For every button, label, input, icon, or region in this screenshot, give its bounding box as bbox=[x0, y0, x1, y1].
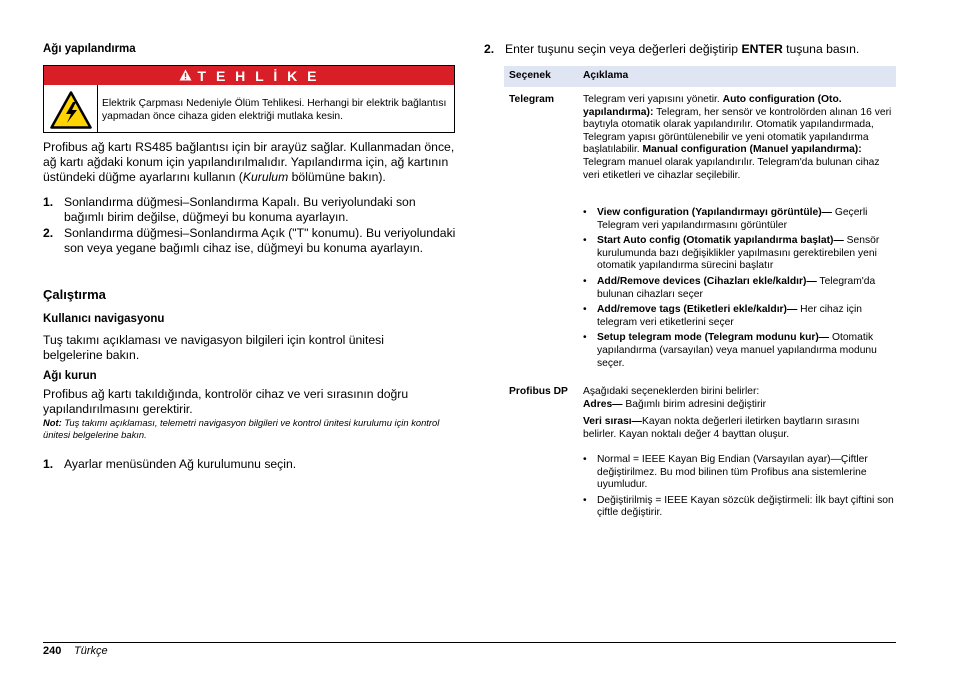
column-header-option: Seçenek bbox=[509, 70, 551, 81]
list-item: • Normal = IEEE Kayan Big Endian (Varsayılan ayar)—Çiftler değiştirilmez. Bu mod bilinen tüm Profibus ana sistemlerine uyumludur. bbox=[583, 454, 896, 492]
list-item: • Add/Remove devices (Cihazları ekle/kaldır)— Telegram'da bulunan cihazları seçer bbox=[583, 276, 896, 301]
profibus-options-list bbox=[583, 454, 896, 523]
footer-language: Türkçe bbox=[74, 645, 108, 657]
list-item: • View configuration (Yapılandırmayı görüntüle)— Geçerli Telegram veri yapılandırmasını görüntüler bbox=[583, 207, 896, 232]
telegram-options-list bbox=[583, 207, 896, 373]
profibus-data-order: Veri sırası—Kayan nokta değerleri iletirken baytların sırasını belirler. Kayan noktalı değer 4 bayttan oluşur. bbox=[583, 416, 860, 440]
profibus-intro: Aşağıdaki seçeneklerden birini belirler: bbox=[583, 386, 760, 397]
warning-triangle-icon bbox=[179, 68, 192, 84]
danger-label: T E H L İ K E bbox=[197, 67, 320, 84]
danger-text: Elektrik Çarpması Nedeniyle Ölüm Tehlikesi. Herhangi bir elektrik bağlantısı yapmadan önce cihaza giden elektriği mutlaka kesin. bbox=[102, 98, 447, 122]
electric-shock-icon bbox=[50, 91, 92, 134]
danger-header bbox=[44, 66, 454, 85]
profibus-address: Adres— Bağımlı birim adresini değiştirir bbox=[583, 399, 767, 410]
list-item: • Setup telegram mode (Telegram modunu kur)— Otomatik yapılandırma (varsayılan) veya manuel yapılandırma modunu seçer. bbox=[583, 332, 896, 370]
nav-paragraph: Tuş takımı açıklaması ve navigasyon bilgileri için kontrol ünitesi belgelerine bakın. bbox=[43, 333, 384, 363]
column-header-description: Açıklama bbox=[583, 70, 629, 81]
danger-box bbox=[43, 65, 455, 133]
telegram-description: Telegram veri yapısını yönetir. Auto configuration (Oto. yapılandırma): Telegram, her sensör ve kontrolörden alınan 16 veri baytıyla otomatik olarak yapılandırılır. Otomatik yapılandırmada, Telegram yapısı görüntülenebilir ve yeni otomatik yapılandırma başlatılabilir. Manual configuration (Manuel yapılandırma): Telegram manuel olarak yapılandırılır. Telegram'da bulunan cihaz veri etiketleri ve cihazlar seçilebilir. bbox=[583, 94, 892, 181]
table-header bbox=[504, 66, 896, 87]
list-item: • Değiştirilmiş = IEEE Kayan sözcük değiştirmeli: İlk bayt çiftini son çiftle değiştirir. bbox=[583, 495, 896, 520]
footer-divider bbox=[43, 642, 896, 643]
row-label-telegram: Telegram bbox=[509, 94, 555, 105]
list-item: 1. Ayarlar menüsünden Ağ kurulumunu seçin. bbox=[43, 457, 297, 471]
list-item: 2. Enter tuşunu seçin veya değerleri değiştirip ENTER tuşuna basın. bbox=[484, 42, 860, 56]
setup-paragraph: Profibus ağ kartı takıldığında, kontrolör cihaz ve veri sırasının doğru yapılandırılmasını gerektirir. bbox=[43, 387, 409, 417]
nav-heading: Kullanıcı navigasyonu bbox=[43, 313, 165, 325]
note: Not: Tuş takımı açıklaması, telemetri navigasyon bilgileri ve kontrol ünitesi kurulumu için kontrol ünitesi belgelerine bakın. bbox=[43, 417, 440, 440]
list-item: • Start Auto config (Otomatik yapılandırma başlat)— Sensör kurulumunda bazı değişiklikler yapılmasını gerektirebilen yeni otomatik yapılandırma sürecini başlatır bbox=[583, 235, 896, 273]
list-item: • Add/remove tags (Etiketleri ekle/kaldır)— Her cihaz için telegram veri etiketlerini seçer bbox=[583, 304, 896, 329]
operation-heading: Çalıştırma bbox=[43, 287, 106, 302]
setup-heading: Ağı kurun bbox=[43, 370, 97, 382]
row-label-profibus: Profibus DP bbox=[509, 386, 568, 397]
list-item: 1. Sonlandırma düğmesi–Sonlandırma Kapalı. Bu veriyolundaki son bağımlı birim değilse, düğmeyi bu konuma ayarlayın. bbox=[43, 195, 416, 225]
section-title: Ağı yapılandırma bbox=[43, 43, 136, 55]
list-item: 2. Sonlandırma düğmesi–Sonlandırma Açık ("T" konumu). Bu veriyolundaki son veya yegane bağımlı cihaz ise, düğmeyi bu konuma ayarlayın. bbox=[43, 226, 456, 256]
page-number: 240 bbox=[43, 645, 62, 657]
intro-paragraph: Profibus ağ kartı RS485 bağlantısı için bir arayüz sağlar. Kullanmadan önce, ağ kartı ağdaki konum için yapılandırılmalıdır. Yapılandırma için, ağ kartının üstündeki düğme ayarlarını kullanın (Kurulum bölümüne bakın). bbox=[43, 140, 455, 185]
